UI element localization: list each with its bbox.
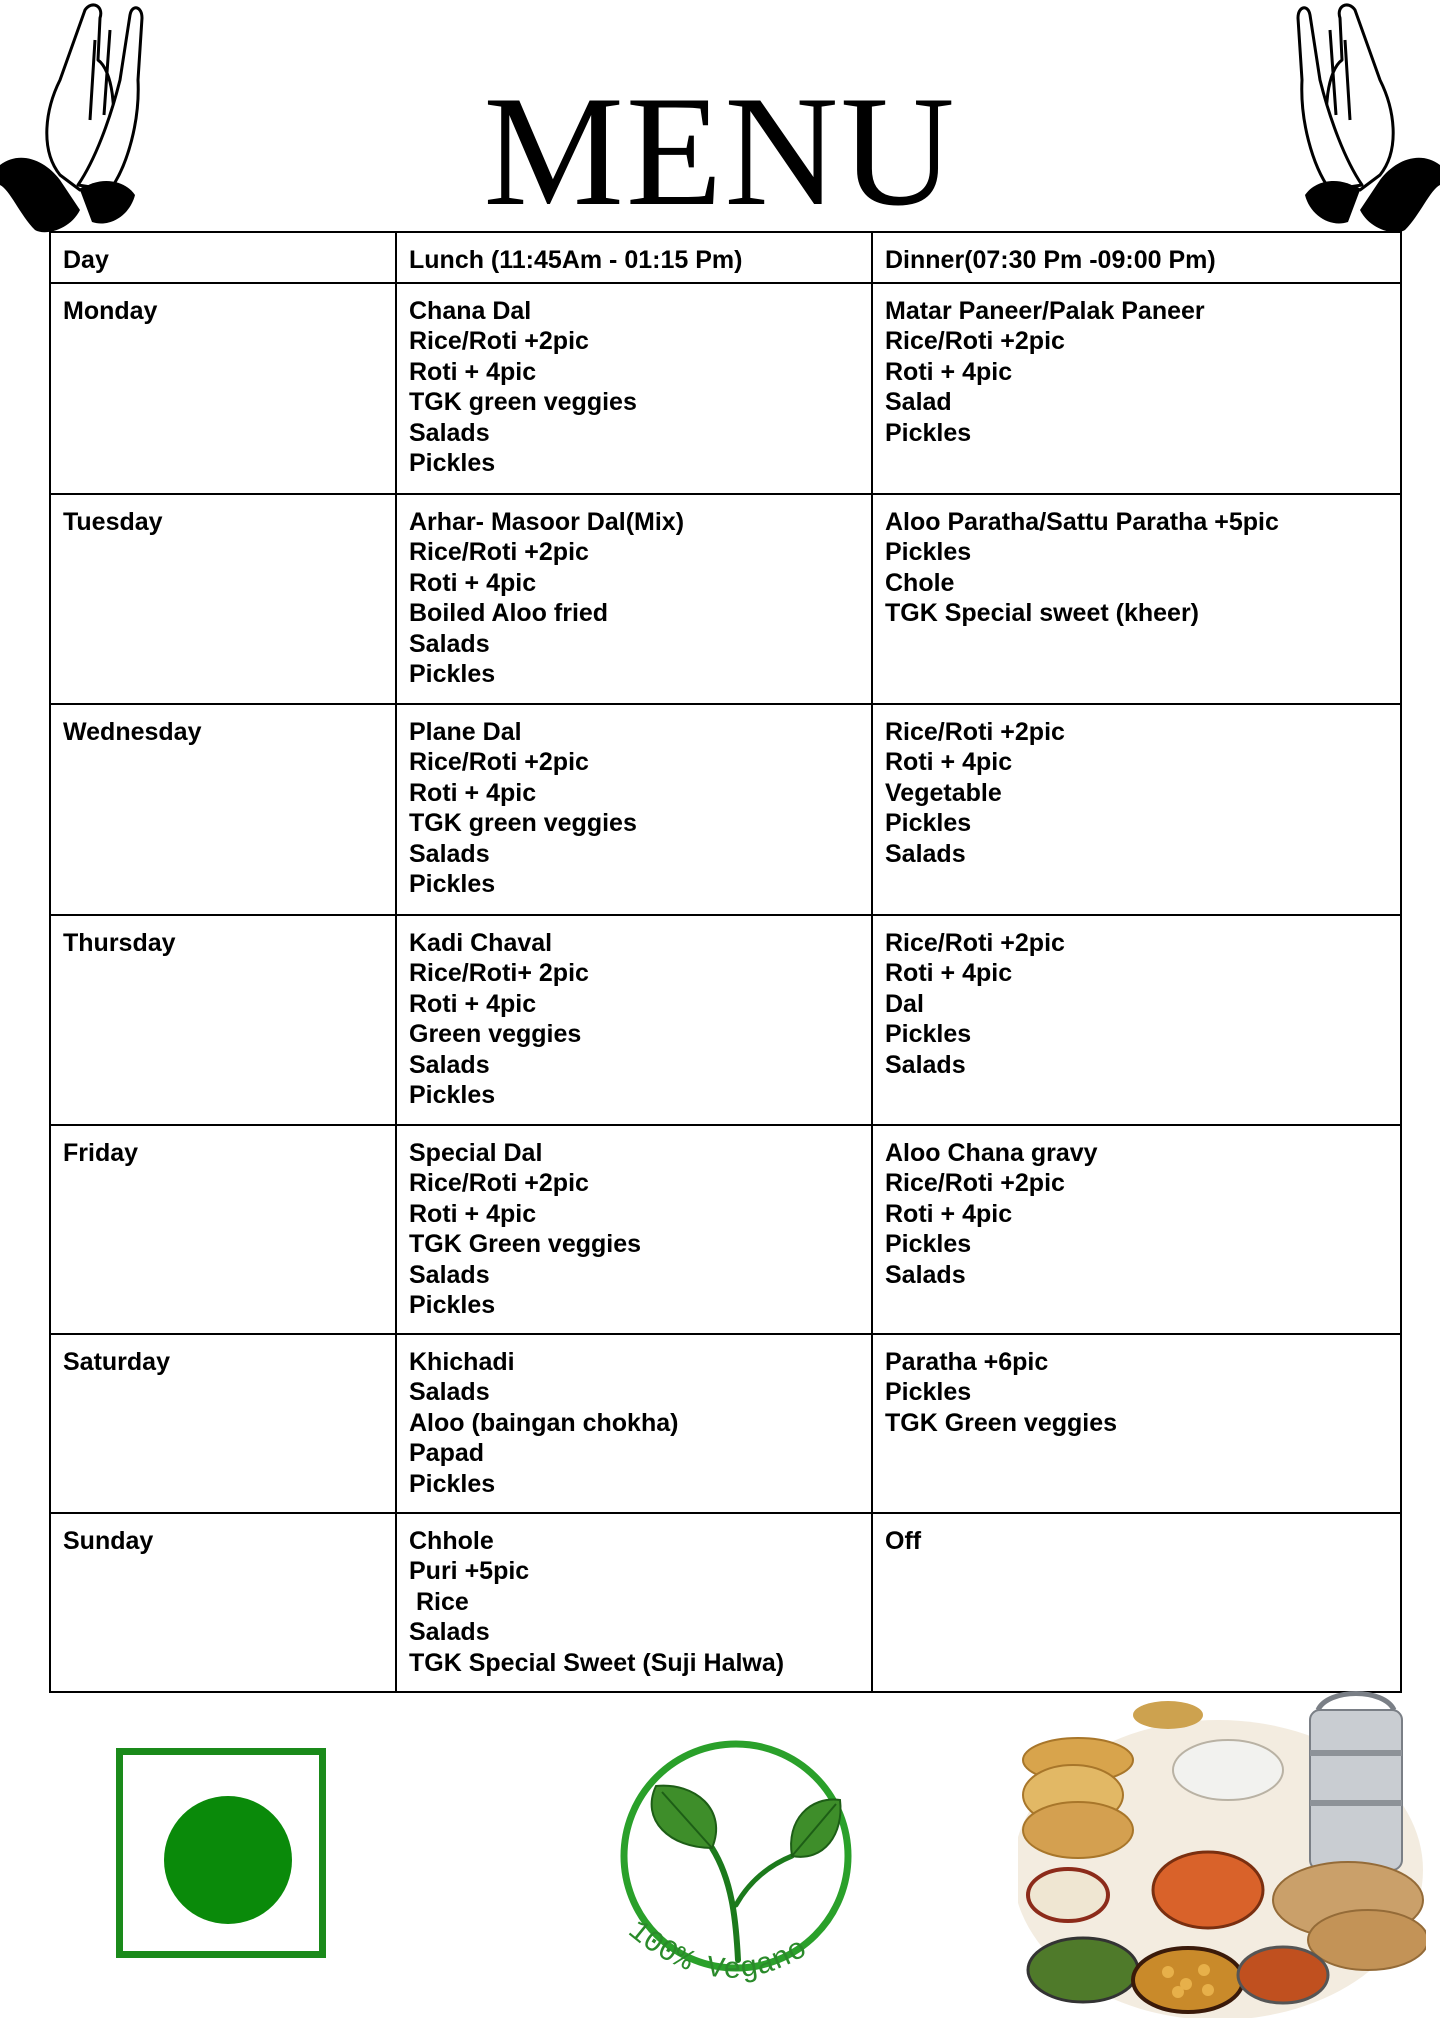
table-row <box>50 283 1401 494</box>
table-row <box>50 1513 1401 1692</box>
menu-item: Rice/Roti +2pic <box>409 748 589 776</box>
dinner-cell <box>872 494 1401 704</box>
menu-item: Kadi Chaval <box>409 928 553 957</box>
menu-item: Salads <box>409 629 490 658</box>
menu-item: Roti + 4pic <box>409 778 537 807</box>
day-cell: Thursday <box>50 915 396 1125</box>
menu-item: Plane Dal <box>409 717 522 746</box>
menu-item: Roti + 4pic <box>885 748 1013 776</box>
table-row <box>50 1334 1401 1513</box>
menu-item: Papad <box>409 1439 485 1467</box>
page-title: MENU <box>483 64 957 239</box>
table-header-row <box>50 232 1401 283</box>
menu-item: Roti + 4pic <box>885 1199 1013 1228</box>
menu-item: Rice/Roti +2pic <box>885 928 1065 957</box>
table-row <box>50 1125 1401 1334</box>
menu-item: Salads <box>409 1050 490 1079</box>
day-cell: Friday <box>50 1125 396 1334</box>
menu-item: Salads <box>409 418 490 447</box>
menu-item: Salads <box>409 1378 490 1406</box>
menu-item: Rice <box>409 1587 469 1616</box>
menu-item: Pickles <box>409 1081 496 1109</box>
menu-item: Pickles <box>409 870 496 898</box>
day-cell: Sunday <box>50 1513 396 1692</box>
menu-item: Pickles <box>885 418 972 447</box>
menu-item: Rice/Roti +2pic <box>409 538 589 566</box>
menu-item: Rice/Roti +2pic <box>885 1169 1065 1197</box>
day-cell: Monday <box>50 283 396 494</box>
menu-item: Aloo Paratha/Sattu Paratha +5pic <box>885 507 1279 536</box>
table-row <box>50 494 1401 704</box>
menu-item: TGK Green veggies <box>885 1408 1118 1437</box>
lunch-cell <box>396 1125 872 1334</box>
menu-item: Pickles <box>409 1469 496 1498</box>
header-day: Day <box>50 232 396 283</box>
menu-item: Dal <box>885 989 924 1018</box>
menu-item: Roti + 4pic <box>409 1199 537 1228</box>
menu-item: Aloo Chana gravy <box>885 1138 1098 1167</box>
menu-item: Salads <box>885 1050 966 1079</box>
lunch-cell <box>396 494 872 704</box>
menu-item: Roti + 4pic <box>409 568 537 597</box>
menu-item: Pickles <box>885 809 972 837</box>
menu-item: Salad <box>885 388 952 416</box>
menu-item: Salads <box>409 839 490 868</box>
menu-item: Salads <box>409 1618 490 1646</box>
menu-item: Chole <box>885 568 955 597</box>
menu-item: Rice/Roti +2pic <box>409 1169 589 1197</box>
header-lunch: Lunch (11:45Am - 01:15 Pm) <box>396 232 872 283</box>
menu-item: Special Dal <box>409 1138 543 1167</box>
menu-item: Pickles <box>885 1230 972 1258</box>
menu-item: Puri +5pic <box>409 1557 530 1585</box>
menu-item: Roti + 4pic <box>409 357 537 386</box>
menu-item: Matar Paneer/Palak Paneer <box>885 296 1205 325</box>
menu-item: Green veggies <box>409 1020 582 1048</box>
day-cell: Tuesday <box>50 494 396 704</box>
menu-item: Rice/Roti+ 2pic <box>409 959 589 987</box>
menu-item: TGK Special sweet (kheer) <box>885 599 1200 627</box>
menu-item: Aloo (baingan chokha) <box>409 1408 679 1437</box>
lunch-cell <box>396 915 872 1125</box>
dinner-cell <box>872 1513 1401 1692</box>
lunch-cell <box>396 283 872 494</box>
day-cell: Saturday <box>50 1334 396 1513</box>
menu-item: TGK green veggies <box>409 809 637 837</box>
menu-item: Pickles <box>409 1291 496 1319</box>
menu-item: Rice/Roti +2pic <box>885 717 1065 746</box>
menu-table <box>49 231 1402 1693</box>
vegan-leaf-logo <box>600 1730 880 2020</box>
menu-item: TGK Green veggies <box>409 1230 642 1258</box>
menu-item: Roti + 4pic <box>885 959 1013 987</box>
veg-dot <box>164 1796 292 1924</box>
veg-symbol-icon <box>116 1748 326 1958</box>
header-dinner: Dinner(07:30 Pm -09:00 Pm) <box>872 232 1401 283</box>
table-row <box>50 704 1401 915</box>
dinner-cell <box>872 1125 1401 1334</box>
menu-item: Arhar- Masoor Dal(Mix) <box>409 507 685 536</box>
food-collage-image <box>1018 1690 1426 2018</box>
menu-item: Pickles <box>885 1378 972 1406</box>
menu-item: Boiled Aloo fried <box>409 599 609 627</box>
dinner-cell <box>872 915 1401 1125</box>
menu-item: Rice/Roti +2pic <box>409 327 589 355</box>
table-row <box>50 915 1401 1125</box>
menu-item: Roti + 4pic <box>409 989 537 1018</box>
menu-item: Vegetable <box>885 778 1002 807</box>
dinner-cell <box>872 1334 1401 1513</box>
lunch-cell <box>396 1334 872 1513</box>
menu-item: Pickles <box>409 660 496 688</box>
menu-item: TGK Special Sweet (Suji Halwa) <box>409 1648 785 1677</box>
day-cell: Wednesday <box>50 704 396 915</box>
dinner-cell <box>872 704 1401 915</box>
menu-item: Chana Dal <box>409 296 532 325</box>
menu-item: Pickles <box>409 449 496 477</box>
menu-item: Pickles <box>885 538 972 566</box>
menu-item: Salads <box>409 1260 490 1289</box>
menu-item: Chhole <box>409 1526 494 1555</box>
menu-item: Rice/Roti +2pic <box>885 327 1065 355</box>
menu-item: Pickles <box>885 1020 972 1048</box>
vegan-text: 100% Vegano <box>620 1914 814 1988</box>
lunch-cell <box>396 1513 872 1692</box>
menu-item: TGK green veggies <box>409 388 637 416</box>
menu-item: Paratha +6pic <box>885 1347 1049 1376</box>
menu-item: Khichadi <box>409 1347 515 1376</box>
dinner-cell <box>872 283 1401 494</box>
lunch-cell <box>396 704 872 915</box>
menu-item: Roti + 4pic <box>885 357 1013 386</box>
menu-item: Off <box>885 1526 922 1555</box>
menu-item: Salads <box>885 839 966 868</box>
menu-item: Salads <box>885 1260 966 1289</box>
